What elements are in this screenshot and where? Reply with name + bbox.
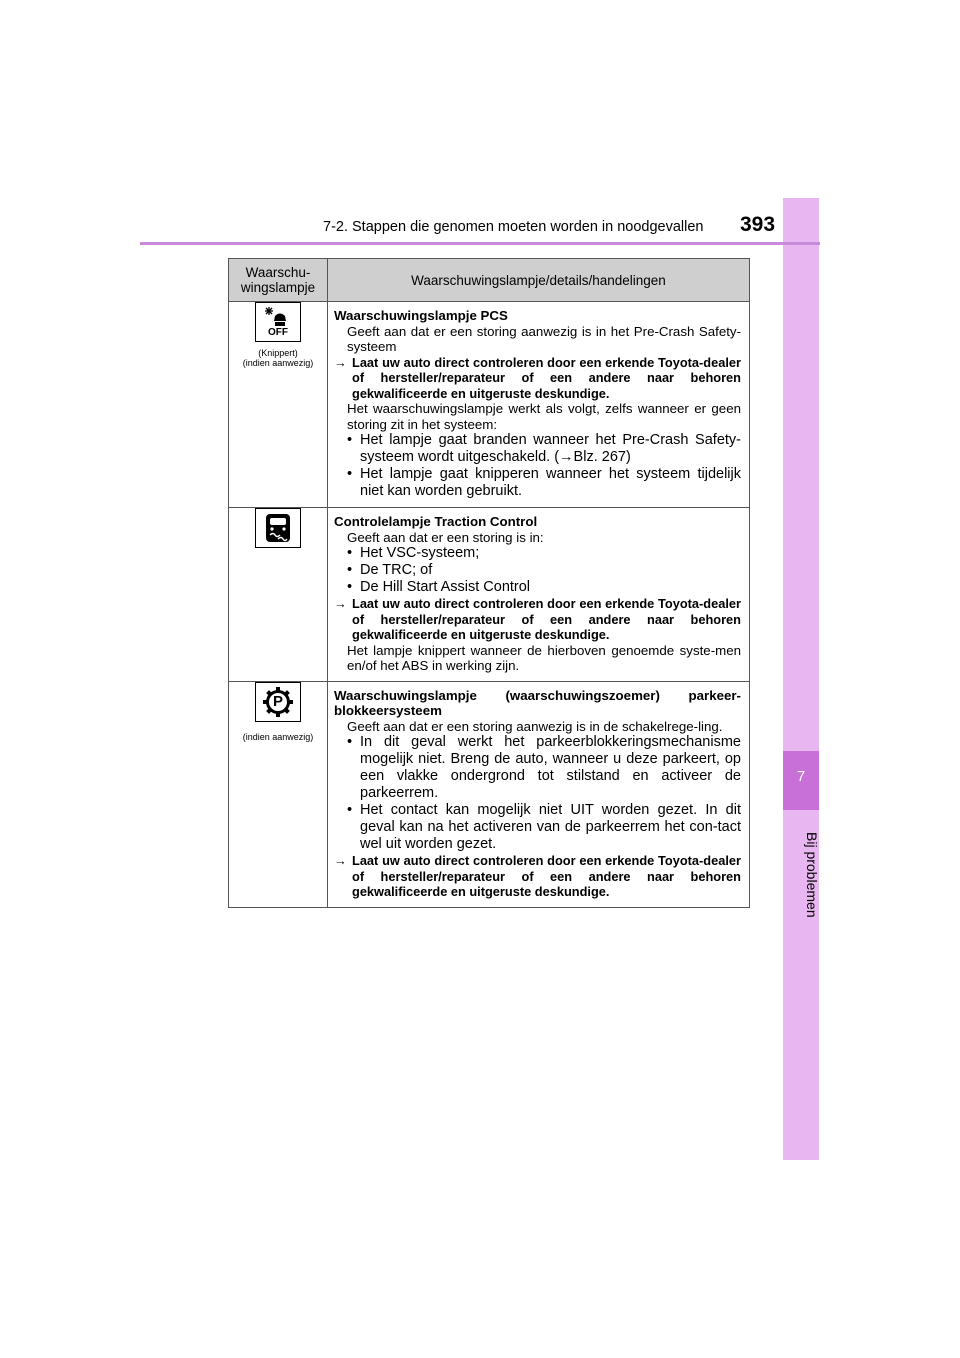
column-header-details: Waarschuwingslampje/details/handelingen (328, 259, 750, 302)
list-item: • Het contact kan mogelijk niet UIT worden gezet. In dit geval kan na het activeren van de parkeerrem het con-tact wel uit worden gezet. (347, 802, 741, 852)
bullet-icon: • (347, 562, 353, 578)
pcs-off-label: OFF (268, 327, 288, 338)
row-intro: Geeft aan dat er een storing aanwezig is in het Pre-Crash Safety-systeem (347, 323, 741, 354)
list-item: • Het lampje gaat branden wanneer het Pre-Crash Safety-systeem wordt uitgeschakeld. (→Blz. 267) (347, 432, 741, 465)
chapter-number: 7 (796, 768, 806, 785)
header-rule (140, 242, 820, 245)
row-title: Waarschuwingslampje (waarschuwingszoemer) parkeer-blokkeersysteem (334, 687, 741, 718)
list-item: • De Hill Start Assist Control (347, 579, 531, 595)
icon-caption: (indien aanwezig) (242, 731, 314, 742)
parking-lock-label: P (272, 692, 283, 710)
description-cell (328, 302, 750, 508)
table-row (229, 302, 750, 508)
column-header-light: Waarschu- wingslampje (229, 259, 328, 302)
list-item: • Het VSC-systeem; (347, 545, 480, 561)
icon-cell (229, 508, 328, 682)
page-number: 393 (740, 213, 776, 236)
arrow-icon: → (334, 853, 347, 868)
bullet-icon: • (347, 466, 353, 482)
bullet-icon: • (347, 545, 353, 561)
row-note: Het waarschuwingslampje werkt als volgt, zelfs wanneer er geen storing zit in het systeem: (347, 401, 741, 432)
section-title: 7-2. Stappen die genomen moeten worden in noodgevallen (323, 219, 704, 235)
table-row (229, 681, 750, 907)
table-row (229, 508, 750, 682)
pcs-off-icon (255, 302, 301, 342)
bullet-icon: • (347, 734, 353, 750)
table-header-row (229, 259, 750, 302)
description-cell (328, 508, 750, 682)
row-action: → Laat uw auto direct controleren door een erkende Toyota-dealer of hersteller/reparateur of een andere naar behoren gekwalificeerde en uitgeruste deskundige. (334, 853, 741, 899)
row-title: Waarschuwingslampje PCS (334, 308, 508, 323)
description-cell (328, 681, 750, 907)
list-item: • Het lampje gaat knipperen wanneer het systeem tijdelijk niet kan worden gebruikt. (347, 466, 741, 499)
bullet-icon: • (347, 802, 353, 818)
warning-light-table (228, 258, 750, 908)
bullet-icon: • (347, 432, 353, 448)
list-item: • In dit geval werkt het parkeerblokkeringsmechanisme mogelijk niet. Breng de auto, wanneer u deze parkeert, op een vlakke ondergrond tot stilstand en activeer de parkeerrem. (347, 734, 741, 801)
icon-caption: (Knippert) (indien aanwezig) (242, 348, 314, 368)
row-action: → Laat uw auto direct controleren door een erkende Toyota-dealer of hersteller/reparateur of een andere naar behoren gekwalificeerde en uitgeruste deskundige. (334, 596, 741, 642)
bullet-icon: • (347, 579, 353, 595)
traction-control-icon (255, 508, 301, 548)
parking-lock-icon (255, 682, 301, 722)
icon-cell (229, 302, 328, 508)
list-item: • De TRC; of (347, 562, 433, 578)
icon-cell (229, 681, 328, 907)
row-action: → Laat uw auto direct controleren door een erkende Toyota-dealer of hersteller/reparateur of een andere naar behoren gekwalificeerde en uitgeruste deskundige. (334, 354, 741, 401)
chapter-label: Bij problemen (804, 832, 820, 918)
arrow-icon: → (334, 354, 347, 370)
arrow-icon: → (334, 596, 347, 611)
chapter-side-tab (783, 198, 819, 1160)
row-intro: Geeft aan dat er een storing is in: (347, 529, 544, 545)
row-title: Controlelampje Traction Control (334, 514, 538, 529)
row-intro: Geeft aan dat er een storing aanwezig is in de schakelrege-ling. (347, 718, 723, 734)
row-note: Het lampje knippert wanneer de hierboven genoemde syste-men en/of het ABS in werking zijn. (347, 642, 741, 673)
